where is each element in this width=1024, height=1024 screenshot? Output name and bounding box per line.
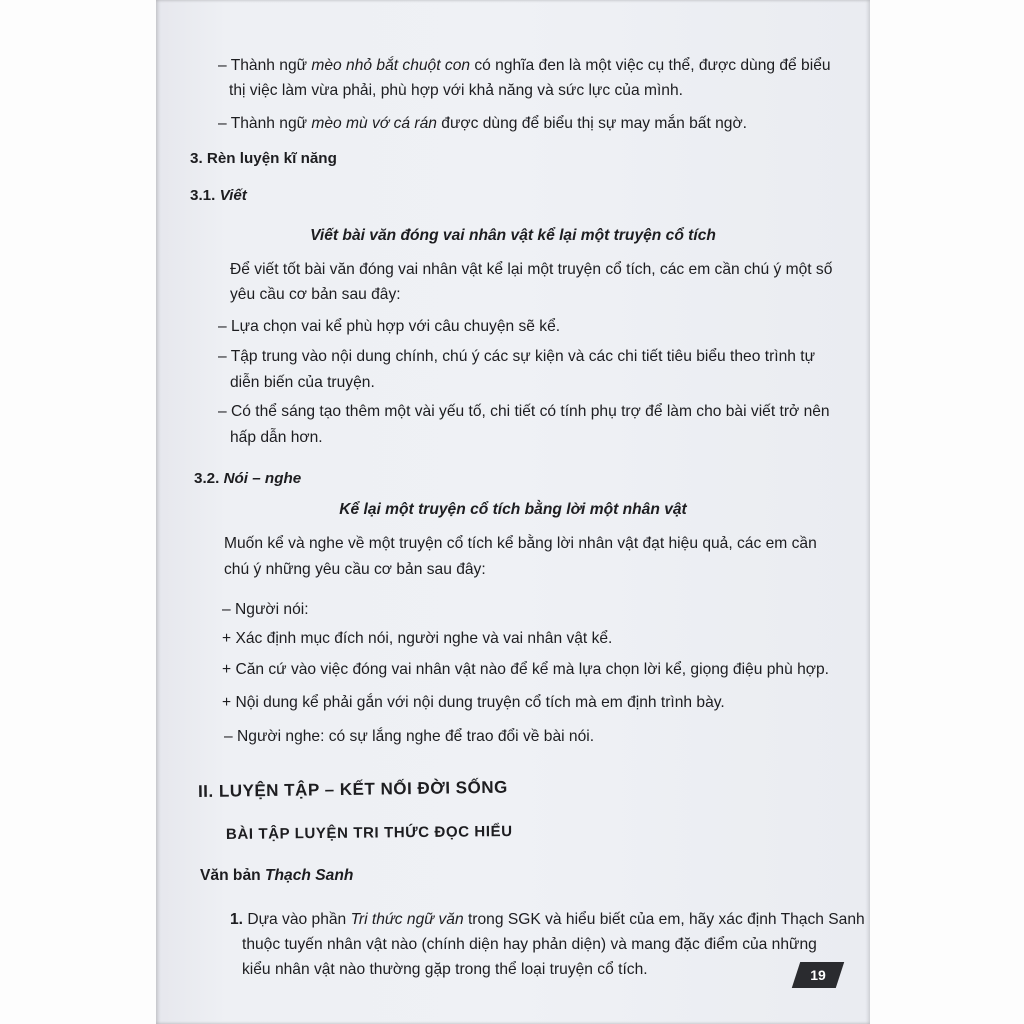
- question-1-line-3: kiểu nhân vật nào thường gặp trong thể loại truyện cổ tích.: [242, 961, 648, 978]
- skills-heading: 3. Rèn luyện kĩ năng: [190, 150, 337, 167]
- idiom-meo-nho-line-2: thị việc làm vừa phải, phù hợp với khả năng và sức lực của mình.: [229, 82, 683, 99]
- speaking-intro-line-1: Muốn kể và nghe về một truyện cổ tích kể bằng lời nhân vật đạt hiệu quả, các em cần: [224, 535, 817, 552]
- page-number-badge: [792, 962, 844, 988]
- speaking-intro-line-2: chú ý những yêu cầu cơ bản sau đây:: [224, 561, 486, 578]
- writing-requirement-2-line-1: – Tập trung vào nội dung chính, chú ý các sự kiện và các chi tiết tiêu biểu theo trình tự: [218, 348, 816, 365]
- page-number: 19: [810, 967, 826, 983]
- writing-requirement-3-line-1: – Có thể sáng tạo thêm một vài yếu tố, chi tiết có tính phụ trợ để làm cho bài viết trở nên: [218, 403, 830, 420]
- speaking-title: Kể lại một truyện cổ tích bằng lời một nhân vật: [339, 501, 687, 518]
- writing-requirement-3-line-2: hấp dẫn hơn.: [230, 429, 323, 446]
- background-right: [870, 0, 1024, 1024]
- speaking-heading: 3.2. Nói – nghe: [194, 470, 302, 487]
- background-left: [0, 0, 156, 1024]
- listener-requirement: – Người nghe: có sự lắng nghe để trao đổi về bài nói.: [224, 728, 595, 745]
- speaker-heading: – Người nói:: [222, 601, 309, 618]
- question-1-line-1: 1. Dựa vào phần Tri thức ngữ văn trong SGK và hiểu biết của em, hãy xác định Thạch Sanh: [230, 911, 865, 928]
- writing-intro-line-2: yêu cầu cơ bản sau đây:: [230, 286, 401, 303]
- question-1-line-2: thuộc tuyến nhân vật nào (chính diện hay phản diện) và mang đặc điểm của những: [242, 936, 817, 953]
- book-page: [156, 0, 870, 1024]
- practice-subsection-title: BÀI TẬP LUYỆN TRI THỨC ĐỌC HIỂU: [225, 822, 513, 843]
- writing-requirement-2-line-2: diễn biến của truyện.: [230, 374, 375, 391]
- speaker-requirement-1: + Xác định mục đích nói, người nghe và vai nhân vật kể.: [222, 630, 613, 647]
- writing-heading: 3.1. Viết: [190, 187, 247, 204]
- writing-requirement-1: – Lựa chọn vai kể phù hợp với câu chuyện sẽ kể.: [218, 318, 561, 335]
- idiom-meo-nho-line-1: – Thành ngữ mèo nhỏ bắt chuột con có nghĩa đen là một việc cụ thể, được dùng để biểu: [218, 57, 831, 74]
- speaker-requirement-3: + Nội dung kể phải gắn với nội dung truyện cổ tích mà em định trình bày.: [222, 694, 725, 711]
- practice-section-title: II. LUYỆN TẬP – KẾT NỐI ĐỜI SỐNG: [197, 777, 508, 801]
- text-label: Văn bản Thạch Sanh: [200, 867, 354, 884]
- idiom-meo-mu-line: – Thành ngữ mèo mù vớ cá rán được dùng để biểu thị sự may mắn bất ngờ.: [218, 115, 748, 132]
- writing-title: Viết bài văn đóng vai nhân vật kể lại một truyện cổ tích: [310, 227, 716, 244]
- speaker-requirement-2: + Căn cứ vào việc đóng vai nhân vật nào để kể mà lựa chọn lời kể, giọng điệu phù hợp.: [222, 661, 829, 678]
- writing-intro-line-1: Để viết tốt bài văn đóng vai nhân vật kể lại một truyện cổ tích, các em cần chú ý một số: [230, 261, 833, 278]
